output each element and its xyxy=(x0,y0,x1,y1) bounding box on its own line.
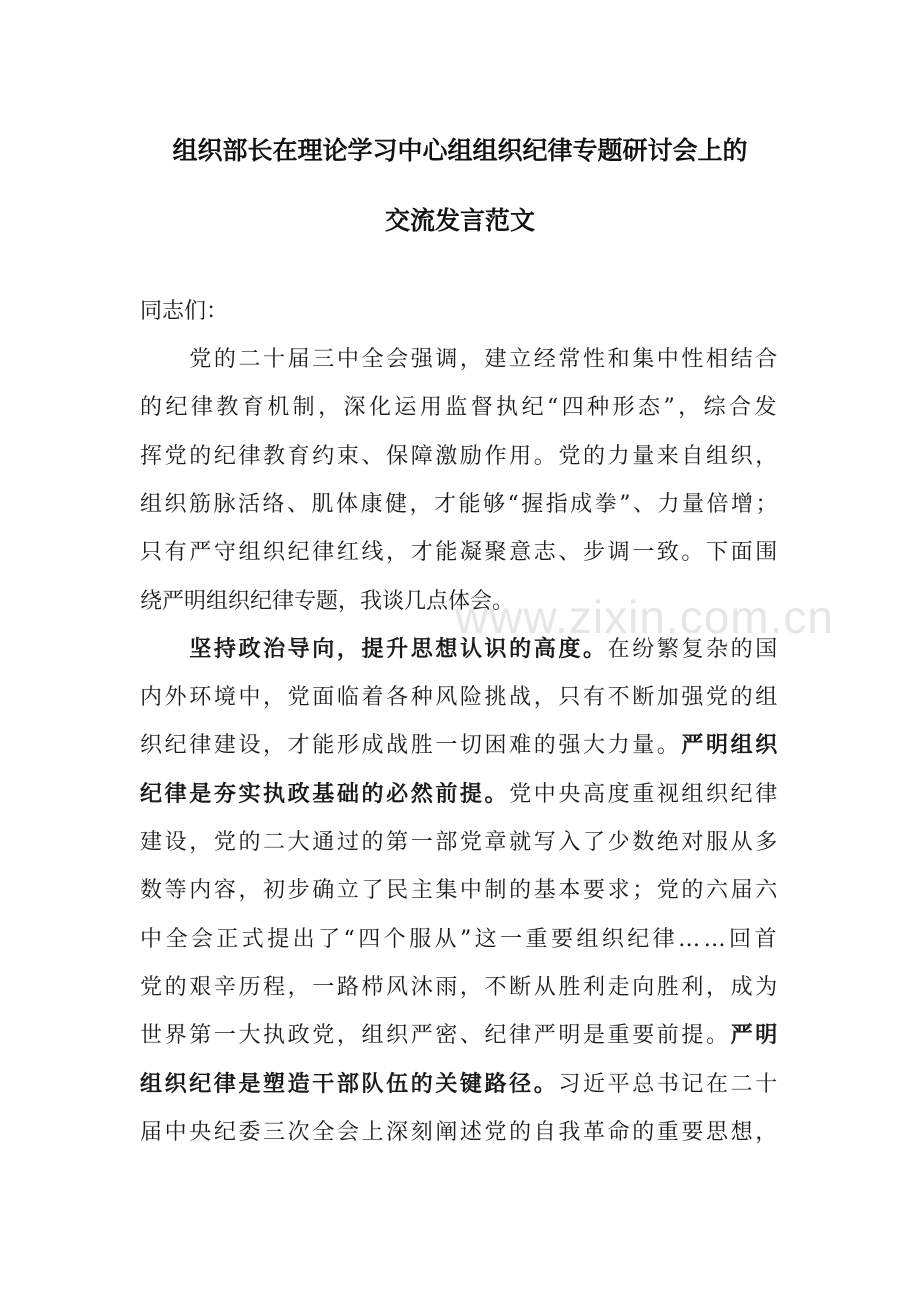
body-line xyxy=(140,588,514,616)
document-title-line-1: 组织部长在理论学习中心组组织纪律专题研讨会上的 xyxy=(172,136,748,165)
body-line xyxy=(140,1119,780,1147)
body-text-segment: 习近平总书记在二十 xyxy=(558,1072,780,1097)
body-text-segment: 挥党的纪律教育约束、保障激励作用。党的力量来自组织， xyxy=(140,444,780,469)
bold-heading-text: 组织纪律是塑造干部队伍的关键路径。 xyxy=(140,1072,559,1097)
body-text-segment: 届中央纪委三次全会上深刻阐述党的自我革命的重要思想， xyxy=(140,1120,780,1145)
body-text-segment: 组织筋脉活络、肌体康健，才能够“握指成拳”、力量倍增； xyxy=(140,492,780,517)
body-text-segment: 的纪律教育机制，深化运用监督执纪“四种形态”，综合发 xyxy=(140,395,780,420)
document-title-line-2: 交流发言范文 xyxy=(384,206,535,235)
body-text-segment: 世界第一大执政党，组织严密、纪律严明是重要前提。 xyxy=(140,1023,731,1048)
bold-heading-text: 严明 xyxy=(730,1023,780,1048)
body-line xyxy=(140,1022,780,1050)
body-line xyxy=(140,974,780,1002)
bold-heading-text: 坚持政治导向，提升思想认识的高度。 xyxy=(189,637,608,662)
body-line xyxy=(140,926,780,954)
body-text-segment: 绕严明组织纪律专题，我谈几点体会。 xyxy=(140,589,515,614)
salutation: 同志们： xyxy=(140,299,229,324)
body-line xyxy=(140,636,780,664)
body-line xyxy=(140,1071,780,1099)
bold-heading-text: 纪律是夯实执政基础的必然前提。 xyxy=(140,782,510,807)
body-text-segment: 党的艰辛历程，一路栉风沐雨，不断从胜利走向胜利，成为 xyxy=(140,975,780,1000)
body-line xyxy=(140,394,780,422)
body-line xyxy=(140,829,780,857)
body-text-segment: 党中央高度重视组织纪律 xyxy=(509,782,780,807)
body-text-segment xyxy=(140,637,189,662)
bold-heading-text: 严明组织 xyxy=(681,733,780,758)
body-text-segment: 数等内容，初步确立了民主集中制的基本要求；党的六届六 xyxy=(140,878,780,903)
watermark: www.zixin.com.cn xyxy=(455,591,834,643)
body-line xyxy=(140,539,780,567)
body-line xyxy=(140,443,780,471)
body-line xyxy=(140,732,780,760)
body-line xyxy=(140,346,780,374)
body-text-segment: 中全会正式提出了“四个服从”这一重要组织纪律……回首 xyxy=(140,927,780,952)
body-text-segment: 只有严守组织纪律红线，才能凝聚意志、步调一致。下面围 xyxy=(140,540,780,565)
body-text-segment: 织纪律建设，才能形成战胜一切困难的强大力量。 xyxy=(140,733,682,758)
body-text-segment: 建设，党的二大通过的第一部党章就写入了少数绝对服从多 xyxy=(140,830,780,855)
body-text-segment: 在纷繁复杂的国 xyxy=(607,637,780,662)
body-line xyxy=(140,491,780,519)
body-text-segment: 内外环境中，党面临着各种风险挑战，只有不断加强党的组 xyxy=(140,685,780,710)
body-line xyxy=(140,877,780,905)
body-line xyxy=(140,781,780,809)
body-text-segment: 党的二十届三中全会强调，建立经常性和集中性相结合 xyxy=(140,347,780,372)
body-line xyxy=(140,684,780,712)
